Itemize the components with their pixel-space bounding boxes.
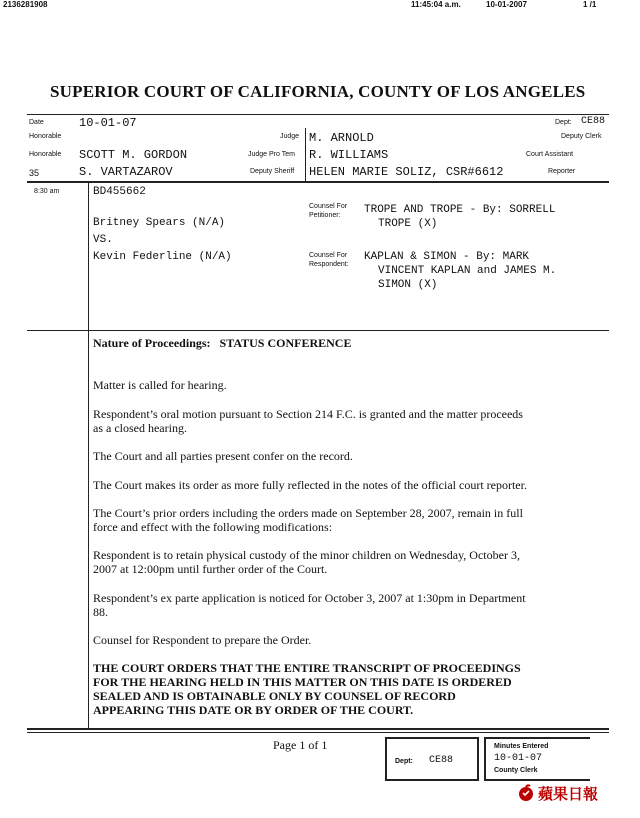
- fax-date: 10-01-2007: [486, 0, 527, 9]
- nature-label: Nature of Proceedings:: [93, 336, 211, 350]
- stamp-dept-label: Dept:: [395, 758, 413, 765]
- paragraph-custody-2: 2007 at 12:00pm until further order of the Court.: [93, 562, 328, 576]
- header-top-rule: [27, 114, 609, 115]
- minutes-entered-date: 10-01-07: [494, 753, 543, 764]
- paragraph-prior-orders-2: force and effect with the following modifications:: [93, 520, 333, 534]
- watermark-text: 蘋果日報: [538, 785, 599, 803]
- header-bottom-rule: [27, 181, 609, 183]
- nature-of-proceedings: [93, 336, 351, 351]
- judge-name: M. ARNOLD: [309, 131, 374, 145]
- counsel-respondent-line1: KAPLAN & SIMON - By: MARK: [364, 251, 530, 263]
- judge-label: Judge: [280, 133, 300, 140]
- date-value: 10-01-07: [79, 116, 137, 130]
- page-label: Page 1 of 1: [273, 738, 328, 752]
- paragraph-order: The Court makes its order as more fully reflected in the notes of the official court reporter.: [93, 478, 527, 492]
- paragraph-motion-1: Respondent’s oral motion pursuant to Section 214 F.C. is granted and the matter proceeds: [93, 407, 523, 421]
- footer-second-rule: [27, 732, 609, 733]
- honorable-label-2: Honorable: [29, 151, 62, 158]
- counsel-petitioner-line2: TROPE (X): [378, 218, 438, 230]
- deputy-sheriff-label: Deputy Sheriff: [250, 168, 295, 175]
- footer-top-rule: [27, 728, 609, 730]
- versus-text: VS.: [93, 234, 113, 246]
- paragraph-custody-1: Respondent is to retain physical custody of the minor children on Wednesday, October 3,: [93, 548, 520, 562]
- nature-value: STATUS CONFERENCE: [219, 336, 352, 350]
- paragraph-called: Matter is called for hearing.: [93, 378, 227, 392]
- dept-value: CE88: [581, 116, 606, 127]
- dept-stamp: [385, 737, 479, 781]
- counsel-petitioner-line1: TROPE AND TROPE - By: SORRELL: [364, 204, 556, 216]
- counsel-respondent-line2: VINCENT KAPLAN and JAMES M.: [378, 265, 557, 277]
- sealed-order-line4: APPEARING THIS DATE OR BY ORDER OF THE COURT.: [93, 703, 414, 717]
- fax-time: 11:45:04 a.m.: [411, 0, 461, 9]
- paragraph-ex-parte-2: 88.: [93, 605, 108, 619]
- county-clerk-label: County Clerk: [494, 767, 538, 774]
- date-label: Date: [29, 119, 44, 126]
- stamp-dept-value: CE88: [429, 755, 454, 766]
- sealed-order-line2: FOR THE HEARING HELD IN THIS MATTER ON THIS DATE IS ORDERED: [93, 675, 512, 689]
- proceedings-left-rule: [88, 330, 89, 728]
- paragraph-counsel: Counsel for Respondent to prepare the Order.: [93, 633, 312, 647]
- paragraph-motion-2: as a closed hearing.: [93, 421, 187, 435]
- paragraph-ex-parte-1: Respondent’s ex parte application is noticed for October 3, 2007 at 1:30pm in Department: [93, 591, 526, 605]
- petitioner-name: Britney Spears (N/A): [93, 217, 226, 229]
- judge-pro-tem-label: Judge Pro Tem: [248, 151, 295, 158]
- reporter-name: HELEN MARIE SOLIZ, CSR#6612: [309, 165, 504, 179]
- dept-label: Dept:: [555, 119, 572, 126]
- counsel-petitioner-label-1: Counsel For: [309, 203, 348, 210]
- clerk-name: R. WILLIAMS: [309, 148, 389, 162]
- counsel-respondent-label-2: Respondent:: [309, 261, 349, 268]
- court-assistant-label: Court Assistant: [526, 151, 574, 158]
- counsel-respondent-line3: SIMON (X): [378, 279, 438, 291]
- minutes-entered-label: Minutes Entered: [494, 743, 549, 750]
- sealed-order-line1: THE COURT ORDERS THAT THE ENTIRE TRANSCRIPT OF PROCEEDINGS: [93, 661, 521, 675]
- respondent-name: Kevin Federline (N/A): [93, 251, 232, 263]
- reporter-label: Reporter: [548, 168, 576, 175]
- counsel-petitioner-label-2: Petitioner:: [309, 212, 341, 219]
- honorable-label-1: Honorable: [29, 133, 62, 140]
- case-number: BD455662: [93, 186, 146, 198]
- fax-page: 1 /1: [583, 0, 597, 9]
- case-time: 8:30 am: [34, 188, 60, 195]
- paragraph-prior-orders-1: The Court’s prior orders including the orders made on September 28, 2007, remain in full: [93, 506, 523, 520]
- case-left-rule: [88, 183, 89, 330]
- sealed-order-line3: SEALED AND IS OBTAINABLE ONLY BY COUNSEL OF RECORD: [93, 689, 456, 703]
- minutes-entered-stamp: [484, 737, 590, 781]
- deputy-clerk-label: Deputy Clerk: [561, 133, 602, 140]
- header-divider: [305, 128, 306, 181]
- apple-logo-icon: [517, 784, 535, 802]
- paragraph-confer: The Court and all parties present confer on the record.: [93, 449, 353, 463]
- apple-daily-watermark: [517, 781, 623, 805]
- court-title: SUPERIOR COURT OF CALIFORNIA, COUNTY OF LOS ANGELES: [50, 82, 586, 101]
- counsel-respondent-label-1: Counsel For: [309, 252, 348, 259]
- fax-number: 2136281908: [3, 0, 48, 9]
- deputy-sheriff-name: S. VARTAZAROV: [79, 165, 173, 179]
- proceedings-top-rule: [27, 330, 609, 331]
- judge-pro-tem-name: SCOTT M. GORDON: [79, 148, 188, 162]
- line-number: 35: [29, 168, 40, 178]
